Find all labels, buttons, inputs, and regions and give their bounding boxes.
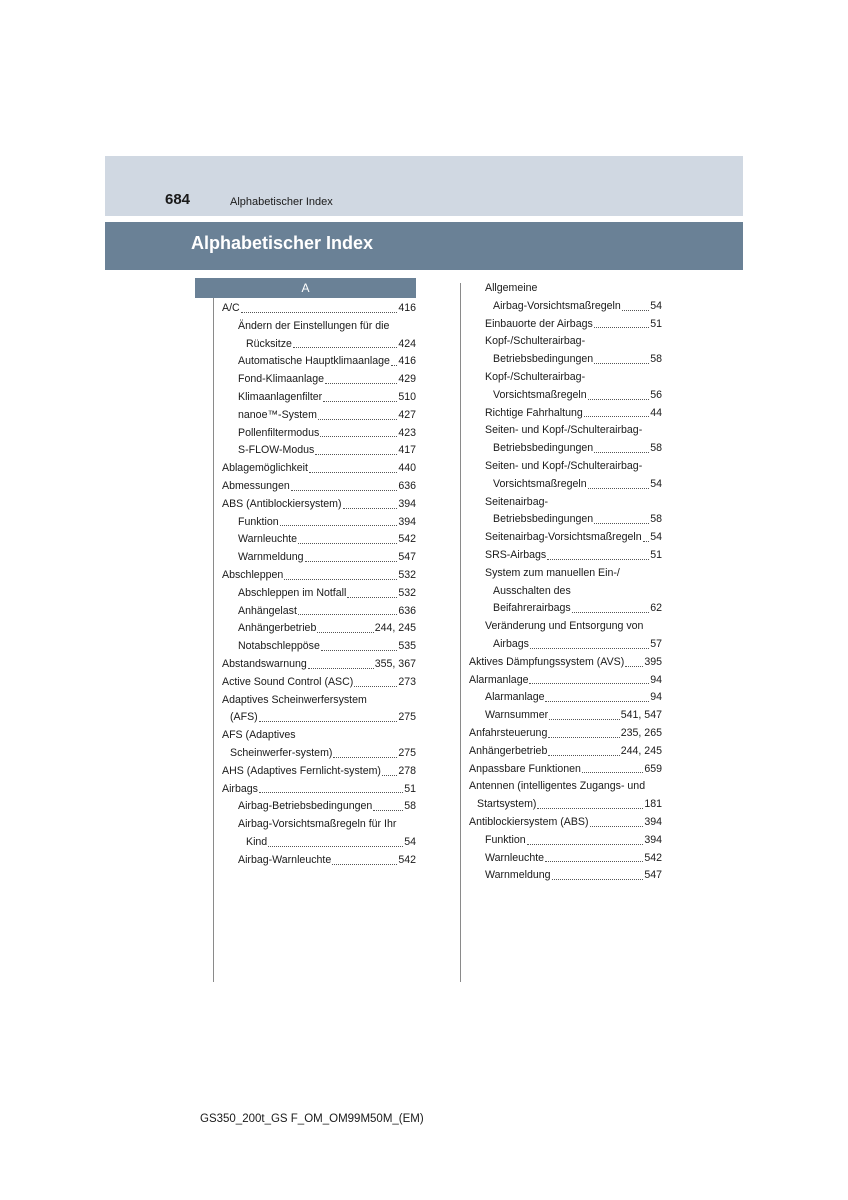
index-entry-page: 424 — [398, 337, 416, 350]
running-header-title: Alphabetischer Index — [230, 196, 333, 208]
index-entry-page: 423 — [398, 426, 416, 439]
index-entry — [222, 834, 416, 852]
index-entry-term: AHS (Adaptives Fernlicht-system) — [222, 764, 381, 777]
index-entry — [469, 422, 662, 440]
index-entry — [469, 316, 662, 334]
index-entry-term: Betriebsbedingungen — [493, 442, 594, 455]
index-entry-term: Aktives Dämpfungssystem (AVS) — [469, 655, 625, 668]
index-entry — [222, 709, 416, 727]
index-entry-term: AFS (Adaptives — [222, 729, 296, 742]
index-entry — [222, 816, 416, 834]
index-entry — [222, 460, 416, 478]
index-entry — [222, 336, 416, 354]
index-entry — [469, 814, 662, 832]
index-entry-term: Vorsichtsmaßregeln — [493, 477, 587, 490]
index-entry — [222, 567, 416, 585]
index-entry-term: nanoe™-System — [238, 408, 317, 421]
index-entry — [469, 583, 662, 601]
index-entry-term: Seiten- und Kopf-/Schulterairbag- — [485, 424, 643, 437]
index-entry — [222, 407, 416, 425]
index-entry — [222, 389, 416, 407]
index-entry — [222, 763, 416, 781]
index-entry-term: Startsystem) — [477, 798, 537, 811]
index-entry-term: Beifahrerairbags — [493, 602, 571, 615]
dot-leader — [320, 435, 397, 437]
index-entry — [222, 852, 416, 870]
index-entry-page: 275 — [398, 746, 416, 759]
index-entry-page: 181 — [644, 798, 662, 811]
index-entry-page: 395 — [644, 655, 662, 668]
index-entry-page: 541, 547 — [620, 709, 662, 722]
index-entry-page: 244, 245 — [620, 744, 662, 757]
dot-leader — [308, 667, 374, 669]
index-entry-term: Anhängerbetrieb — [238, 622, 317, 635]
index-entry-page: 278 — [398, 764, 416, 777]
index-entry-page: 244, 245 — [374, 622, 416, 635]
index-entry-page: 429 — [398, 373, 416, 386]
index-entry-term: Ablagemöglichkeit — [222, 462, 308, 475]
index-entry — [469, 778, 662, 796]
dot-leader — [527, 843, 644, 845]
index-entry-page: 532 — [398, 586, 416, 599]
dot-leader — [547, 558, 649, 560]
index-entry — [222, 798, 416, 816]
dot-leader — [332, 863, 397, 865]
index-entry-term: Alarmanlage — [469, 673, 529, 686]
dot-leader — [323, 400, 397, 402]
index-entry — [222, 638, 416, 656]
index-entry — [469, 280, 662, 298]
dot-leader — [548, 736, 619, 738]
index-entry — [222, 549, 416, 567]
dot-leader — [382, 774, 397, 776]
index-entry-page: 44 — [650, 406, 662, 419]
index-entry-term: Seiten- und Kopf-/Schulterairbag- — [485, 459, 643, 472]
index-entry-page: 57 — [650, 637, 662, 650]
dot-leader — [622, 309, 649, 311]
dot-leader — [325, 382, 397, 384]
index-entry-page: 394 — [644, 815, 662, 828]
index-entry — [222, 442, 416, 460]
index-entry-term: Funktion — [485, 833, 526, 846]
title-band — [105, 222, 743, 270]
dot-leader — [588, 398, 650, 400]
index-entry-term: Airbag-Vorsichtsmaßregeln für Ihr — [238, 818, 397, 831]
index-entry — [469, 547, 662, 565]
index-entry-term: Pollenfiltermodus — [238, 426, 320, 439]
dot-leader — [625, 665, 643, 667]
index-entry — [222, 300, 416, 318]
index-entry-page: 636 — [398, 479, 416, 492]
index-entry-page: 535 — [398, 640, 416, 653]
index-entry — [469, 565, 662, 583]
index-entry — [469, 725, 662, 743]
index-entry-page: 51 — [404, 782, 416, 795]
index-entry-page: 54 — [404, 835, 416, 848]
index-entry-term: Airbags — [493, 637, 529, 650]
index-entry — [222, 531, 416, 549]
index-entry — [469, 369, 662, 387]
index-entry-term: Airbag-Betriebsbedingungen — [238, 800, 373, 813]
index-entry-page: 510 — [398, 390, 416, 403]
dot-leader — [309, 471, 397, 473]
index-entry — [469, 743, 662, 761]
index-entry — [222, 585, 416, 603]
index-entry — [222, 371, 416, 389]
index-entry — [469, 850, 662, 868]
index-entry — [469, 636, 662, 654]
index-entry-term: Kopf-/Schulterairbag- — [485, 335, 586, 348]
index-entry-term: Abstandswarnung — [222, 657, 307, 670]
index-column-2 — [469, 280, 662, 885]
index-entry-term: Anhängerbetrieb — [469, 744, 548, 757]
index-entry-term: Funktion — [238, 515, 279, 528]
index-entry-page: 56 — [650, 388, 662, 401]
dot-leader — [305, 560, 398, 562]
document-code-footer: GS350_200t_GS F_OM_OM99M50M_(EM) — [200, 1113, 424, 1125]
dot-leader — [268, 845, 403, 847]
index-entry — [469, 654, 662, 672]
dot-leader — [545, 860, 643, 862]
index-entry — [222, 692, 416, 710]
index-entry — [469, 476, 662, 494]
index-entry-term: Notabschleppöse — [238, 640, 320, 653]
index-entry-term: Automatische Hauptklimaanlage — [238, 355, 390, 368]
index-entry-term: S-FLOW-Modus — [238, 444, 315, 457]
index-entry — [222, 478, 416, 496]
index-entry-page: 275 — [398, 711, 416, 724]
index-entry — [222, 674, 416, 692]
index-entry-page: 542 — [398, 853, 416, 866]
index-entry-term: Abschleppen im Notfall — [238, 586, 347, 599]
index-entry-page: 355, 367 — [374, 657, 416, 670]
index-entry — [469, 511, 662, 529]
index-entry — [469, 832, 662, 850]
index-entry — [469, 298, 662, 316]
dot-leader — [537, 807, 643, 809]
index-entry-term: Abmessungen — [222, 479, 290, 492]
index-entry-page: 542 — [644, 851, 662, 864]
index-entry — [469, 618, 662, 636]
index-entry-page: 51 — [650, 317, 662, 330]
dot-leader — [582, 771, 643, 773]
dot-leader — [594, 326, 649, 328]
dot-leader — [317, 631, 373, 633]
index-entry — [469, 458, 662, 476]
index-entry-term: Airbag-Warnleuchte — [238, 853, 332, 866]
index-entry — [469, 387, 662, 405]
index-entry-term: Seitenairbag- — [485, 495, 549, 508]
dot-leader — [588, 487, 650, 489]
index-entry-page: 440 — [398, 462, 416, 475]
header-band — [105, 156, 743, 216]
index-entry-term: Betriebsbedingungen — [493, 353, 594, 366]
dot-leader — [530, 647, 649, 649]
index-entry — [469, 867, 662, 885]
index-entry-term: Ändern der Einstellungen für die — [238, 319, 390, 332]
index-entry-page: 58 — [650, 513, 662, 526]
index-entry-term: Allgemeine — [485, 282, 538, 294]
index-entry-term: Klimaanlagenfilter — [238, 390, 323, 403]
dot-leader — [315, 453, 397, 455]
dot-leader — [545, 700, 649, 702]
index-entry-page: 51 — [650, 548, 662, 561]
index-entry-term: Adaptives Scheinwerfersystem — [222, 693, 367, 706]
index-entry — [469, 529, 662, 547]
index-entry — [469, 405, 662, 423]
dot-leader — [594, 522, 649, 524]
dot-leader — [280, 524, 398, 526]
index-entry-page: 636 — [398, 604, 416, 617]
index-entry-page: 394 — [398, 497, 416, 510]
dot-leader — [572, 611, 649, 613]
index-entry-term: Warnleuchte — [238, 533, 298, 546]
index-entry — [469, 494, 662, 512]
dot-leader — [548, 754, 619, 756]
index-entry-term: Fond-Klimaanlage — [238, 373, 324, 386]
dot-leader — [594, 362, 649, 364]
index-entry-term: Veränderung und Entsorgung von — [485, 620, 644, 633]
dot-leader — [343, 507, 398, 509]
index-entry-page: 394 — [644, 833, 662, 846]
page-title: Alphabetischer Index — [191, 233, 374, 253]
page-number: 684 — [165, 191, 191, 208]
index-entry — [222, 318, 416, 336]
index-entry — [469, 600, 662, 618]
index-entry-term: Vorsichtsmaßregeln — [493, 388, 587, 401]
dot-leader — [321, 649, 397, 651]
index-entry-page: 94 — [650, 673, 662, 686]
index-entry — [469, 672, 662, 690]
index-entry-page: 394 — [398, 515, 416, 528]
dot-leader — [584, 415, 649, 417]
index-entry-page: 417 — [398, 444, 416, 457]
index-entry — [222, 353, 416, 371]
index-entry — [222, 745, 416, 763]
index-entry-page: 54 — [650, 299, 662, 312]
dot-leader — [552, 878, 644, 880]
index-entry — [469, 707, 662, 725]
index-entry-page: 416 — [398, 355, 416, 368]
index-entry — [222, 496, 416, 514]
dot-leader — [347, 596, 397, 598]
index-entry-page: 62 — [650, 602, 662, 615]
index-entry-page: 659 — [644, 762, 662, 775]
index-entry — [469, 440, 662, 458]
index-entry-page: 235, 265 — [620, 726, 662, 739]
dot-leader — [529, 682, 649, 684]
index-entry — [222, 727, 416, 745]
index-entry — [222, 603, 416, 621]
index-entry-term: Scheinwerfer-system) — [230, 746, 333, 759]
index-entry-page: 542 — [398, 533, 416, 546]
index-entry-page: 547 — [644, 869, 662, 882]
index-entry-term: Antiblockiersystem (ABS) — [469, 815, 589, 828]
index-entry — [222, 656, 416, 674]
index-entry — [469, 689, 662, 707]
index-entry-page: 416 — [398, 302, 416, 314]
index-entry — [469, 761, 662, 779]
dot-leader — [354, 685, 397, 687]
index-entry-page: 94 — [650, 691, 662, 704]
index-entry — [469, 796, 662, 814]
section-letter-heading: A — [195, 278, 416, 298]
dot-leader — [298, 613, 397, 615]
dot-leader — [549, 718, 620, 720]
dot-leader — [643, 540, 650, 542]
dot-leader — [590, 825, 644, 827]
index-entry-page: 273 — [398, 675, 416, 688]
index-entry-term: Warnsummer — [485, 709, 549, 722]
index-entry-term: Einbauorte der Airbags — [485, 317, 593, 330]
dot-leader — [333, 756, 397, 758]
dot-leader — [373, 809, 403, 811]
column-divider-middle — [460, 283, 461, 982]
index-entry-term: Anfahrsteuerung — [469, 726, 548, 739]
index-entry-term: Airbags — [222, 782, 258, 795]
index-column-1 — [222, 300, 416, 870]
index-entry-term: Betriebsbedingungen — [493, 513, 594, 526]
index-entry — [469, 351, 662, 369]
index-entry-page: 58 — [404, 800, 416, 813]
index-entry-term: System zum manuellen Ein-/ — [485, 566, 620, 579]
index-entry-page: 54 — [650, 477, 662, 490]
index-entry-term: Rücksitze — [246, 337, 292, 350]
dot-leader — [293, 346, 397, 348]
index-entry-term: Antennen (intelligentes Zugangs- und — [469, 780, 646, 793]
column-divider-left — [213, 298, 214, 982]
index-entry-term: Seitenairbag-Vorsichtsmaßregeln — [485, 531, 642, 544]
index-entry-page: 54 — [650, 531, 662, 544]
index-entry-term: Warnmeldung — [238, 551, 304, 564]
index-entry — [222, 781, 416, 799]
index-entry-term: Warnmeldung — [485, 869, 551, 882]
index-entry-term: (AFS) — [230, 711, 258, 724]
dot-leader — [284, 578, 397, 580]
index-entry-term: Alarmanlage — [485, 691, 545, 704]
index-entry-term: A/C — [222, 302, 240, 314]
index-entry — [222, 425, 416, 443]
dot-leader — [298, 542, 397, 544]
index-entry-term: Kopf-/Schulterairbag- — [485, 370, 586, 383]
dot-leader — [594, 451, 649, 453]
index-entry-term: SRS-Airbags — [485, 548, 547, 561]
index-entry — [222, 514, 416, 532]
index-entry-term: Active Sound Control (ASC) — [222, 675, 354, 688]
index-entry-page: 547 — [398, 551, 416, 564]
dot-leader — [241, 311, 398, 313]
index-entry-term: Abschleppen — [222, 568, 284, 581]
index-entry-term: Airbag-Vorsichtsmaßregeln — [493, 299, 621, 312]
index-entry-term: Richtige Fahrhaltung — [485, 406, 583, 419]
index-entry-term: Ausschalten des — [493, 584, 571, 597]
index-entry-term: Kind — [246, 835, 268, 848]
index-entry-term: Anhängelast — [238, 604, 297, 617]
index-entry-page: 58 — [650, 442, 662, 455]
dot-leader — [259, 791, 403, 793]
index-entry-term: Warnleuchte — [485, 851, 545, 864]
index-entry-page: 427 — [398, 408, 416, 421]
index-entry-page: 58 — [650, 353, 662, 366]
dot-leader — [291, 489, 398, 491]
index-entry-term: ABS (Antiblockiersystem) — [222, 497, 342, 510]
index-entry — [469, 333, 662, 351]
dot-leader — [318, 418, 397, 420]
index-entry-page: 532 — [398, 568, 416, 581]
dot-leader — [259, 720, 398, 722]
index-entry — [222, 620, 416, 638]
index-entry-term: Anpassbare Funktionen — [469, 762, 581, 775]
dot-leader — [391, 364, 397, 366]
